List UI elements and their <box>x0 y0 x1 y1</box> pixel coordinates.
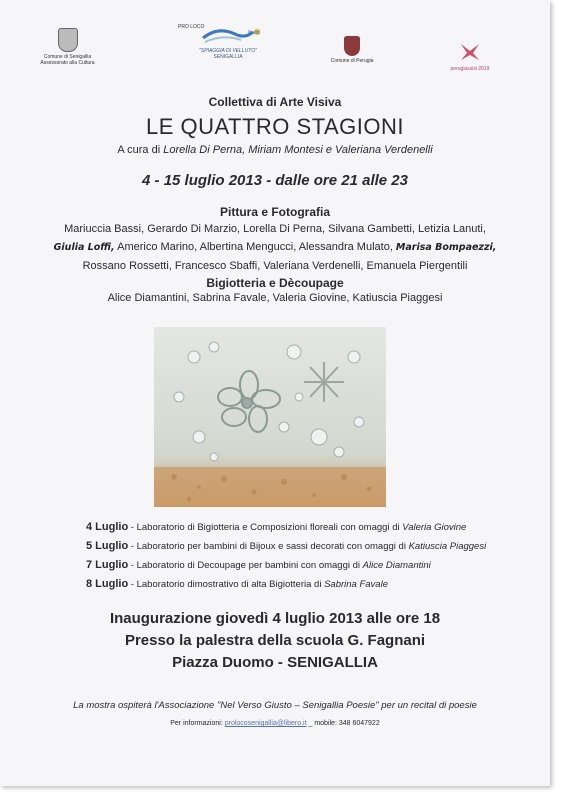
contact-info <box>0 720 550 727</box>
event-row <box>86 518 486 537</box>
inauguration-block <box>0 608 550 674</box>
event-host: Alice Diamantini <box>362 560 431 571</box>
proloco-title: PRO LOCO <box>178 24 205 30</box>
curators-names: Lorella Di Perna, Miriam Montesi e Valeriana Verdenelli <box>163 144 433 156</box>
perugiassisi-logo-text: perugiassisi 2019 <box>450 66 490 72</box>
event-date: 7 Luglio <box>86 559 129 571</box>
artwork-photo <box>154 327 386 507</box>
inauguration-date: Inaugurazione giovedì 4 luglio 2013 alle ore 18 <box>109 610 441 627</box>
handwritten-name-bompaezzi: Marisa Bompaezzi, <box>395 242 497 253</box>
pittura-heading: Pittura e Fotografia <box>219 205 330 219</box>
event-host: Sabrina Favale <box>324 579 388 590</box>
pittura-line-2-text: Americo Marino, Albertina Mengucci, Alessandra Mulato, <box>114 241 396 253</box>
bigiotteria-artists: Alice Diamantini, Sabrina Favale, Valeria Giovine, Katiuscia Piaggesi <box>107 292 443 304</box>
event-date: 5 Luglio <box>86 540 129 552</box>
event-description: - Laboratorio di Bigiotteria e Composizioni floreali con omaggi di <box>128 522 403 533</box>
event-kicker: Collettiva di Arte Visiva <box>208 95 342 109</box>
email-link[interactable]: prolocosenigallia@libero.it <box>224 720 307 727</box>
inauguration-place: Piazza Duomo - SENIGALLIA <box>172 654 378 671</box>
logo-bar <box>0 24 550 78</box>
event-dates: 4 - 15 luglio 2013 - dalle ore 21 alle 23 <box>142 172 408 189</box>
events-list <box>86 518 486 594</box>
perugia-crest-icon <box>344 36 360 56</box>
event-description: - Laboratorio di Decoupage per bambini con omaggi di <box>128 560 363 571</box>
bigiotteria-heading: Bigiotteria e Dècoupage <box>206 276 344 290</box>
curators-prefix: A cura di <box>117 144 164 156</box>
pittura-line-1: Mariuccia Bassi, Gerardo Di Marzio, Lorella Di Perna, Silvana Gambetti, Letizia Lanuti, <box>64 223 486 235</box>
proloco-city: SENIGALLIA <box>213 54 243 60</box>
perugia-logo <box>322 36 382 64</box>
event-row <box>86 537 486 556</box>
pittura-line-2 <box>0 238 550 257</box>
proloco-tag: libero <box>247 30 260 36</box>
inauguration-venue: Presso la palestra della scuola G. Fagnani <box>124 632 426 649</box>
perugiassisi-star-icon <box>457 42 483 62</box>
proloco-name: "SPIAGGIA DI VELLUTO" <box>199 48 257 54</box>
event-host: Katiuscia Piaggesi <box>408 541 487 552</box>
curators-line <box>0 144 550 156</box>
event-row <box>86 575 486 594</box>
event-date: 4 Luglio <box>86 521 129 533</box>
senigallia-logo-text: Comune di Senigallia <box>43 54 92 60</box>
event-description: - Laboratorio dimostrativo di alta Bigiotteria di <box>128 579 325 590</box>
proloco-logo <box>178 24 278 60</box>
pittura-artists <box>0 220 550 275</box>
contact-label: Per informazioni: <box>170 720 225 727</box>
event-title: LE QUATTRO STAGIONI <box>145 114 405 139</box>
event-date: 8 Luglio <box>86 578 129 590</box>
event-row <box>86 556 486 575</box>
contact-separator: _ mobile: <box>306 720 339 727</box>
pittura-line-3: Rossano Rossetti, Francesco Sbaffi, Valeriana Verdenelli, Emanuela Piergentili <box>82 260 468 272</box>
beaded-flowers-image <box>154 327 386 507</box>
senigallia-logo <box>40 28 95 66</box>
perugia-logo-text: Comune di Perugia <box>330 58 374 64</box>
senigallia-crest-icon <box>58 28 78 52</box>
event-description: - Laboratorio per bambini di Bijoux e sassi decorati con omaggi di <box>128 541 409 552</box>
event-host: Valeria Giovine <box>402 522 467 533</box>
handwritten-name-loffi: Giulia Loffi, <box>53 242 115 253</box>
senigallia-logo-subtext: Assessorato alla Cultura <box>40 60 95 66</box>
perugiassisi-logo <box>440 42 500 72</box>
recital-note: La mostra ospiterà l'Associazione "Nel Verso Giusto – Senigallia Poesie" per un recital di poesie <box>73 700 477 711</box>
phone-number: 348 6047922 <box>338 720 380 727</box>
